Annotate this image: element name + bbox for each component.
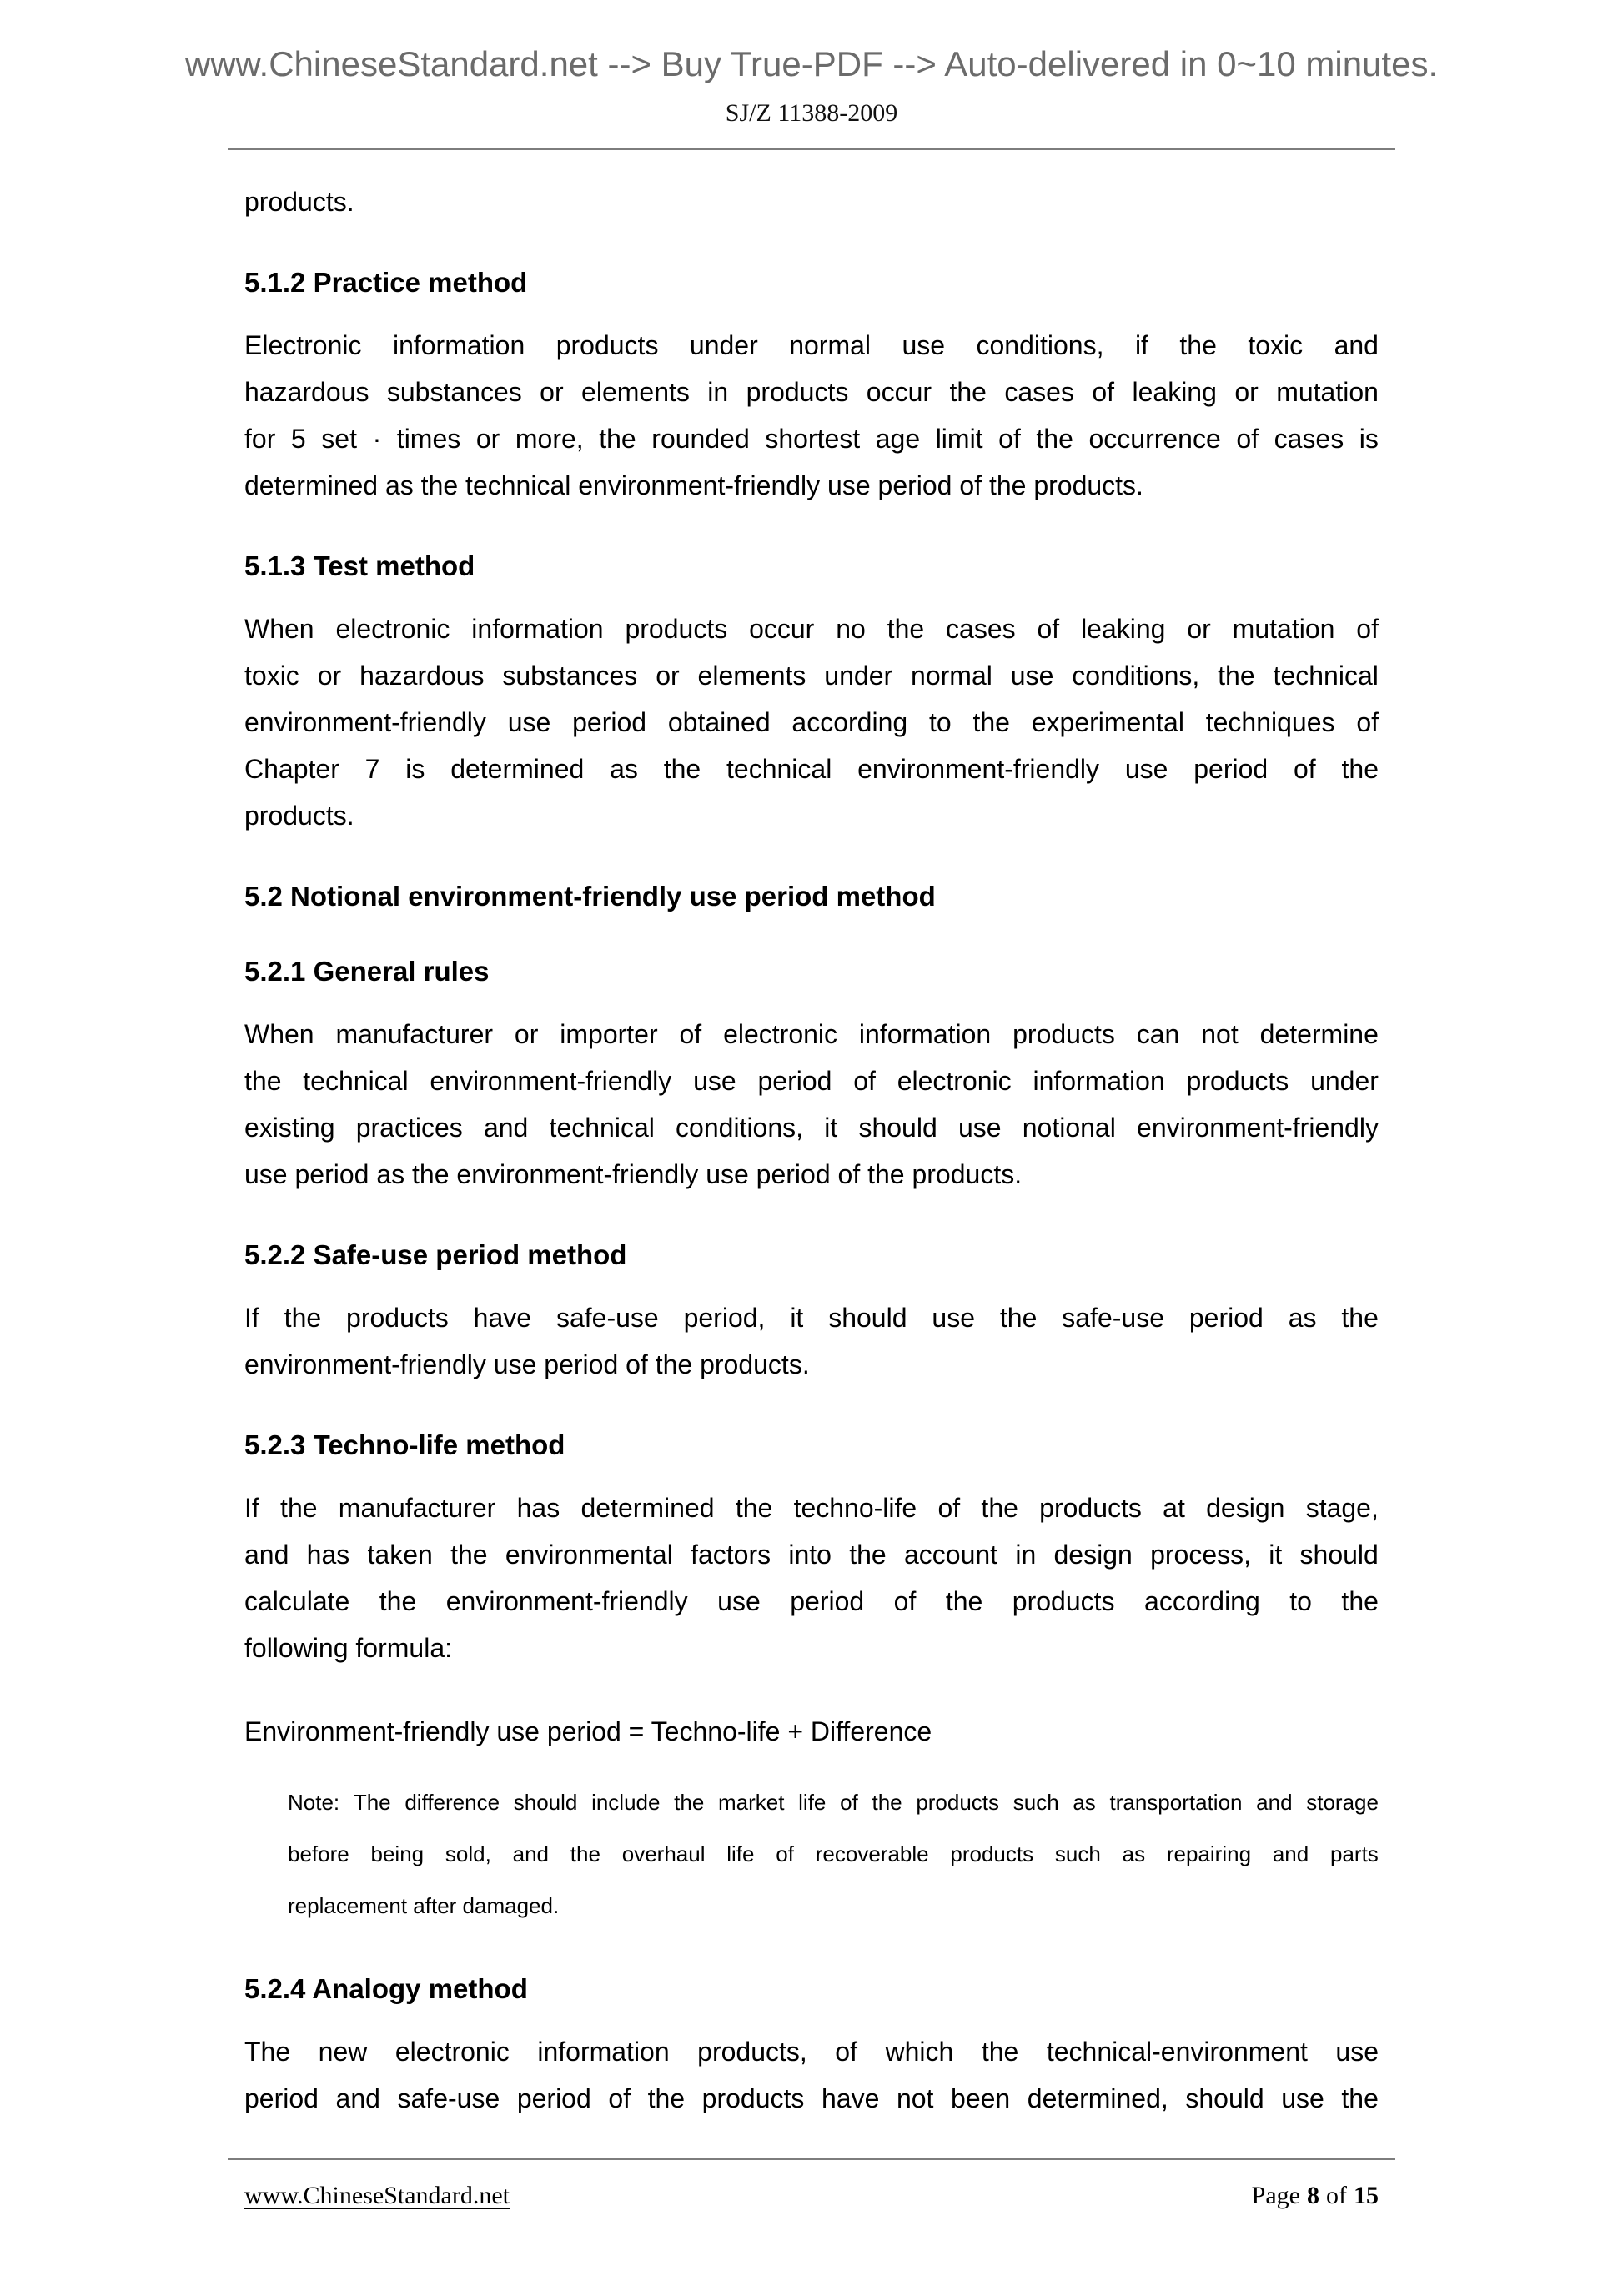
page-number: 8 (1307, 2182, 1319, 2209)
paragraph-line: following formula: (244, 1633, 452, 1663)
paragraph-line: period and safe-use period of the products have not been determined, should use the (244, 2083, 1379, 2113)
note-line: before being sold, and the overhaul life of recoverable products such as repairing and parts (288, 1841, 1379, 1866)
header-banner: www.ChineseStandard.net --> Buy True-PDF --> Auto-delivered in 0~10 minutes. (184, 44, 1439, 83)
footer-link[interactable]: www.ChineseStandard.net (244, 2182, 510, 2209)
section-heading: 5.2.3 Techno-life method (244, 1429, 565, 1460)
paragraph (244, 605, 1379, 839)
paragraph (244, 1011, 1379, 1198)
page-indicator (1252, 2182, 1379, 2210)
section-heading: 5.1.3 Test method (244, 550, 475, 581)
page-total: 15 (1354, 2182, 1379, 2209)
paragraph-line: determined as the technical environment-friendly use period of the products. (244, 470, 1143, 500)
paragraph-line: and has taken the environmental factors into the account in design process, it should (244, 1540, 1379, 1570)
page-footer (244, 2182, 1379, 2210)
paragraph-line: If the manufacturer has determined the techno-life of the products at design stage, (244, 1493, 1379, 1523)
paragraph-line: environment-friendly use period of the products. (244, 1349, 810, 1379)
paragraph-line: Chapter 7 is determined as the technical environment-friendly use period of the (244, 754, 1379, 784)
header-rule (228, 148, 1395, 150)
paragraph-line: toxic or hazardous substances or elements under normal use conditions, the technical (244, 661, 1379, 691)
paragraph-line: for 5 set · times or more, the rounded shortest age limit of the occurrence of cases is (244, 424, 1379, 454)
standard-code: SJ/Z 11388-2009 (725, 99, 898, 127)
document-body (244, 178, 1379, 2122)
paragraph-line: use period as the environment-friendly use period of the products. (244, 1159, 1023, 1189)
of-word: of (1326, 2182, 1347, 2209)
section-heading: 5.2.4 Analogy method (244, 1973, 528, 2004)
paragraph-line: When manufacturer or importer of electronic information products can not determine (244, 1019, 1379, 1049)
note-block (288, 1776, 1379, 1932)
paragraph-line: Electronic information products under normal use conditions, if the toxic and (244, 330, 1379, 360)
section-heading: 5.2.2 Safe-use period method (244, 1239, 627, 1270)
note-line: replacement after damaged. (288, 1893, 560, 1918)
paragraph-line: the technical environment-friendly use period of electronic information products under (244, 1066, 1379, 1096)
formula-line: Environment-friendly use period = Techno-life + Difference (244, 1716, 932, 1746)
paragraph-line: hazardous substances or elements in products occur the cases of leaking or mutation (244, 377, 1379, 407)
paragraph-line: products. (244, 801, 354, 831)
page-word: Page (1251, 2182, 1300, 2209)
paragraph-line: When electronic information products occur no the cases of leaking or mutation of (244, 614, 1379, 644)
section-heading: 5.2 Notional environment-friendly use period method (244, 881, 936, 912)
paragraph-continuation-line: products. (244, 187, 354, 217)
paragraph-line: existing practices and technical conditions, it should use notional environment-friendly (244, 1113, 1379, 1143)
paragraph-line: environment-friendly use period obtained according to the experimental techniques of (244, 707, 1379, 737)
paragraph (244, 2028, 1379, 2122)
paragraph-line: calculate the environment-friendly use period of the products according to the (244, 1586, 1379, 1616)
section-heading: 5.1.2 Practice method (244, 267, 528, 298)
paragraph (244, 1294, 1379, 1388)
paragraph (244, 322, 1379, 509)
paragraph (244, 1485, 1379, 1671)
note-line: Note: The difference should include the market life of the products such as transportation and storage (288, 1790, 1379, 1815)
paragraph-line: The new electronic information products, of which the technical-environment use (244, 2037, 1379, 2067)
section-heading: 5.2.1 General rules (244, 956, 490, 987)
paragraph-line: If the products have safe-use period, it should use the safe-use period as the (244, 1303, 1379, 1333)
footer-rule (228, 2158, 1395, 2160)
